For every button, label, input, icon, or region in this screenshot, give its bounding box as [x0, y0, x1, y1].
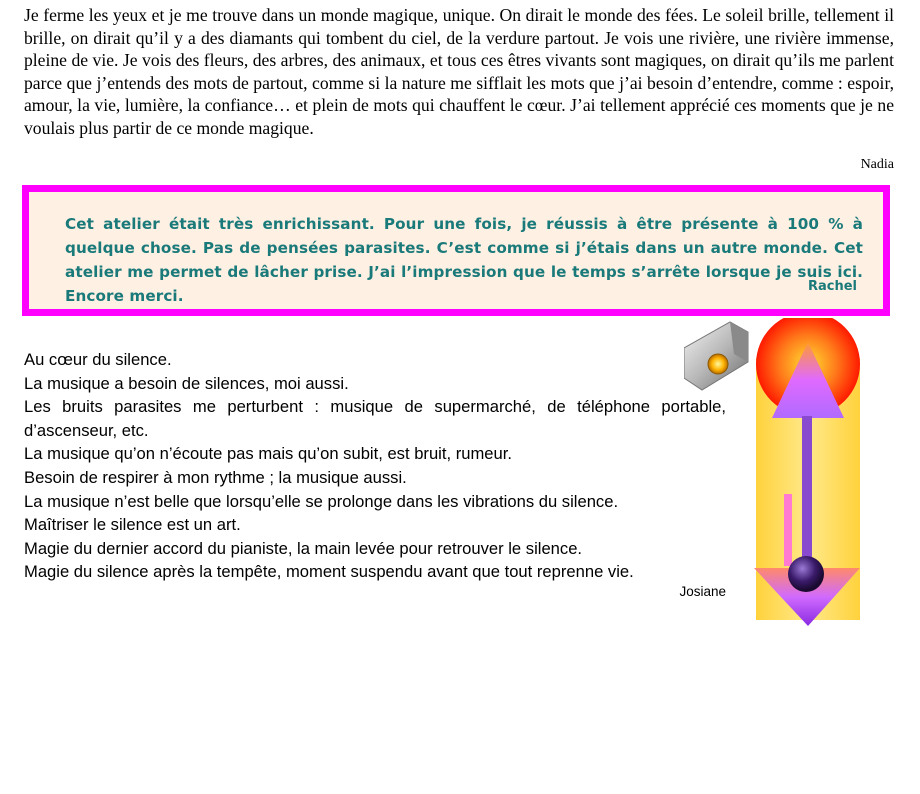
josiane-poem [24, 348, 726, 600]
abstract-illustration [684, 318, 864, 630]
rachel-testimonial-box [22, 185, 890, 316]
nadia-signature: Nadia [860, 157, 894, 172]
poem-line: Maîtriser le silence est un art. [24, 515, 241, 535]
rachel-paragraph: Cet atelier était très enrichissant. Pour une fois, je réussis à être présente à 100 % à quelque chose. Pas de pensées parasites. C’est comme si j’étais dans un autre monde. Cet atelier me permet de lâcher prise. J’ai l’impression que le temps s’arrête lorsque je suis ici. Encore merci. [65, 215, 863, 305]
poem-line: La musique qu’on n’écoute pas mais qu’on subit, est bruit, rumeur. [24, 444, 512, 464]
poem-line: Les bruits parasites me perturbent : musique de supermarché, de téléphone portable, d’ascenseur, etc. [24, 397, 726, 440]
poem-line: La musique n’est belle que lorsqu’elle se prolonge dans les vibrations du silence. [24, 491, 619, 511]
poem-line: Magie du silence après la tempête, moment suspendu avant que tout reprenne vie. [24, 562, 634, 582]
pink-bar-shape [784, 494, 792, 566]
dark-sphere-shape [788, 556, 824, 592]
poem-line: La musique a besoin de silences, moi aussi. [24, 373, 349, 393]
nadia-paragraph: Je ferme les yeux et je me trouve dans un monde magique, unique. On dirait le monde des fées. Le soleil brille, tellement il brille, on dirait qu’il y a des diamants qui tombent du ciel, de la verdure partout. Je vois une rivière, une rivière immense, pleine de vie. Je vois des fleurs, des arbres, des animaux, et tous ces êtres vivants sont magiques, on dirait qu’ils me parlent parce que j’entends des mots de partout, comme si la nature me sifflait les mots que j’ai besoin d’entendre, comme : espoir, amour, la vie, lumière, la confiance… et plein de mots qui chauffent le cœur. J’ai tellement apprécié ces moments que je ne voulais plus partir de ce monde magique. [24, 5, 894, 138]
rachel-signature: Rachel [807, 279, 857, 294]
poem-line: Au cœur du silence. [24, 350, 172, 369]
poem-line: Besoin de respirer à mon rythme ; la musique aussi. [24, 467, 407, 487]
poem-line: Magie du dernier accord du pianiste, la main levée pour retrouver le silence. [24, 538, 583, 558]
vertical-arrow-shaft [802, 416, 812, 576]
metal-bracket-shape [684, 322, 748, 390]
josiane-signature: Josiane [679, 583, 726, 599]
